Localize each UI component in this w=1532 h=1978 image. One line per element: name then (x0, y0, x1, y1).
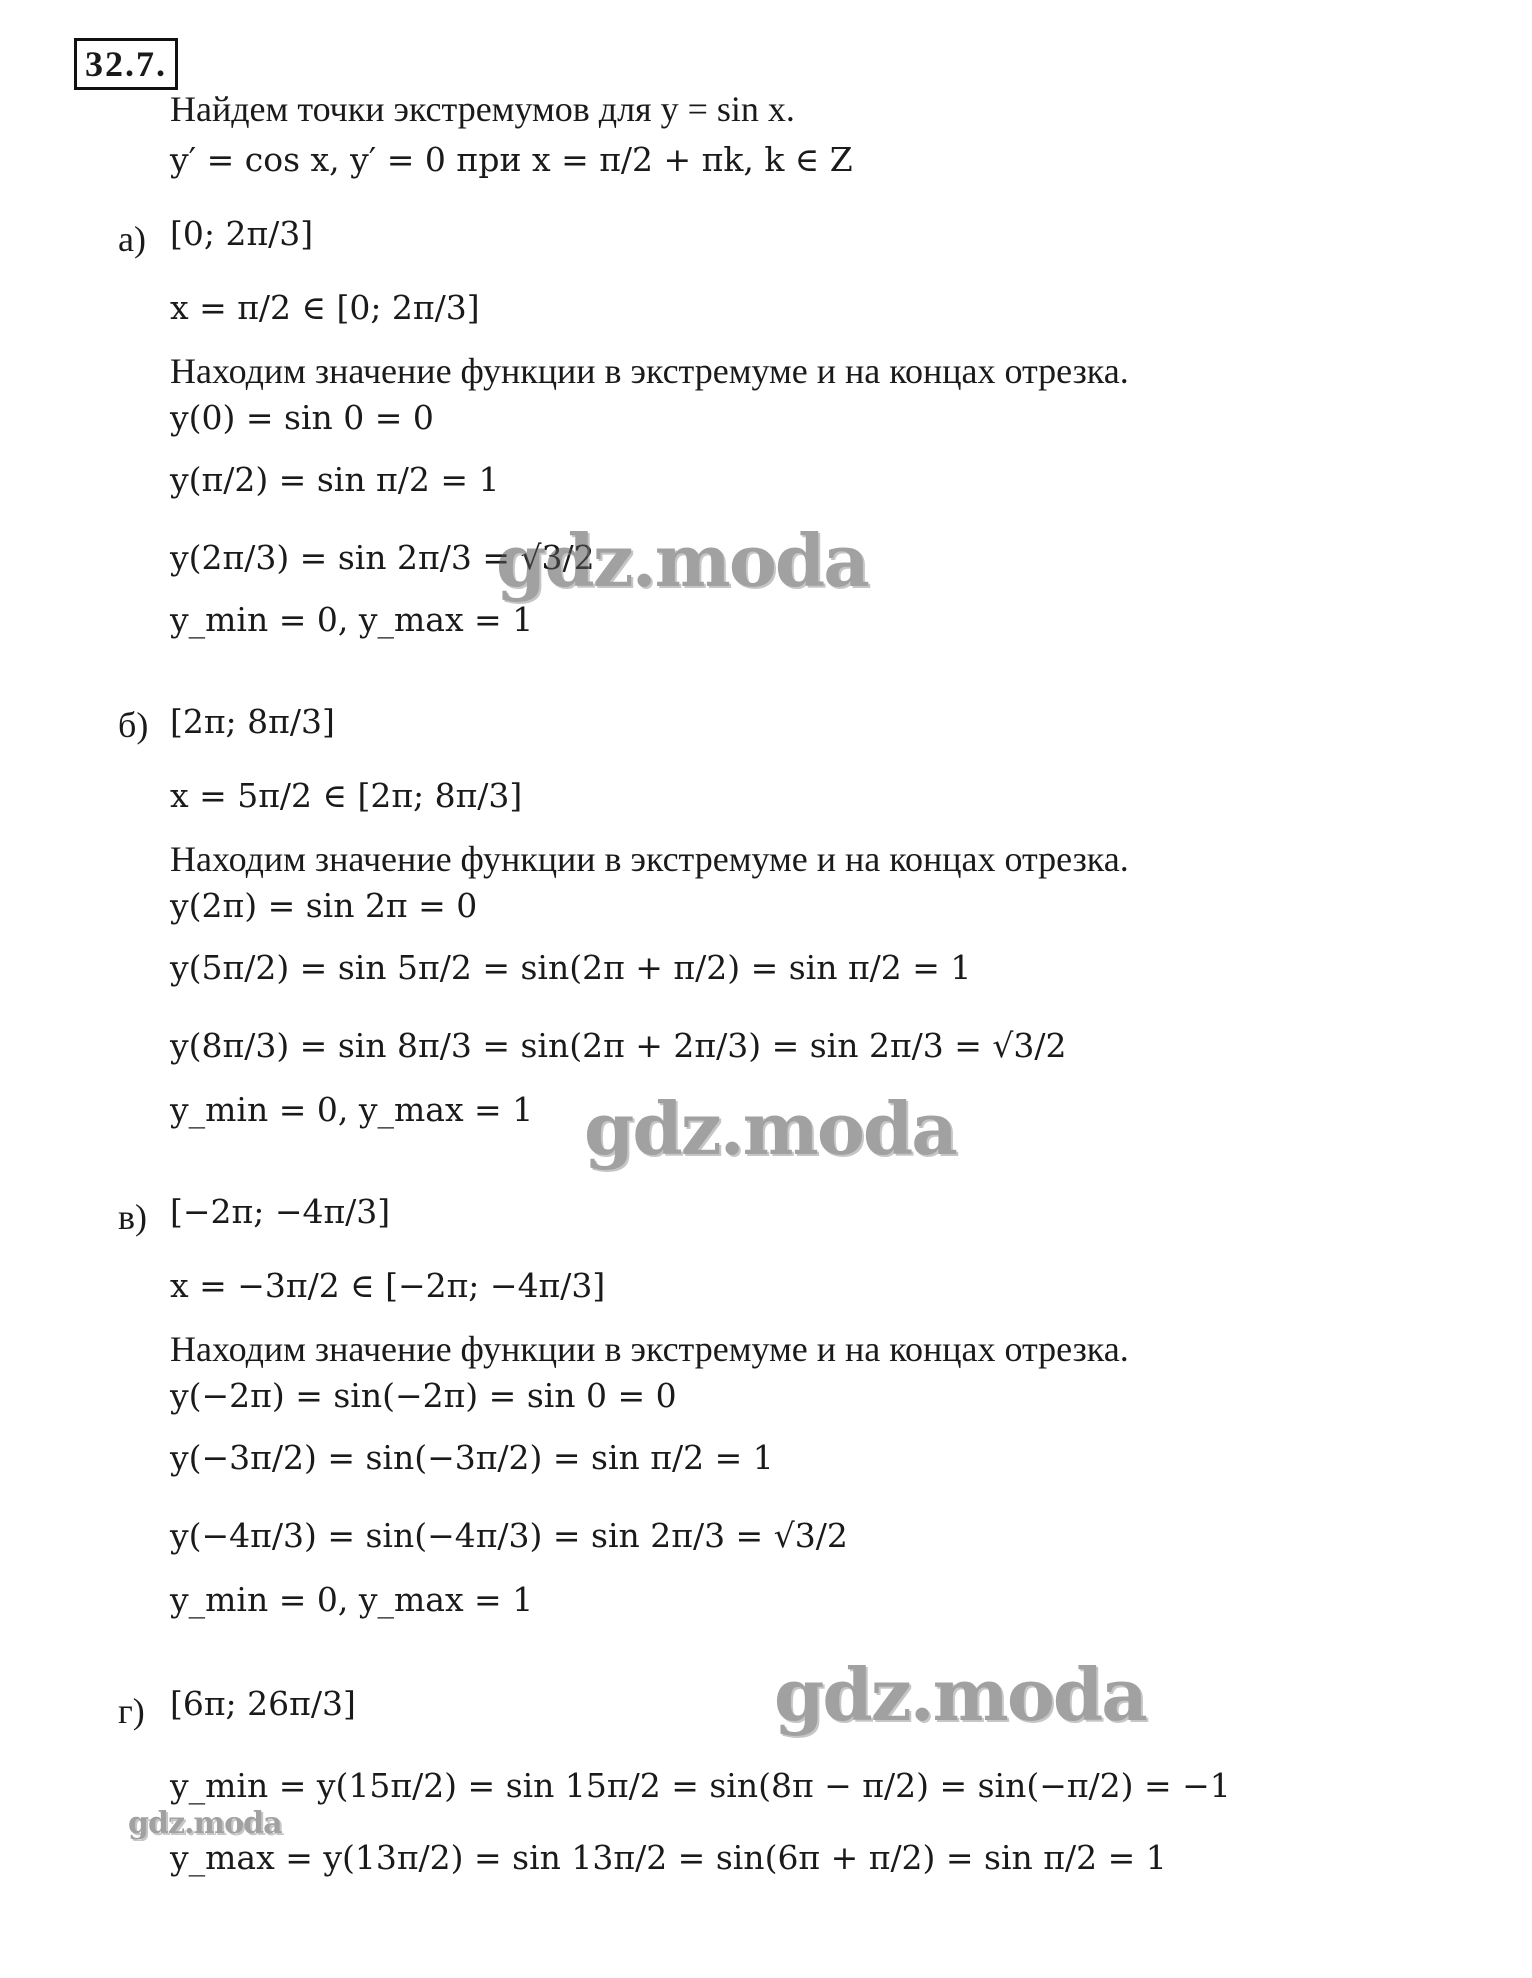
part-b-point: x = 5π/2 ∈ [2π; 8π/3] (170, 776, 523, 815)
part-c-interval: [−2π; −4π/3] (170, 1192, 391, 1231)
part-a-value-2: y(π/2) = sin π/2 = 1 (170, 460, 500, 499)
intro-text: Найдем точки экстремумов для y = sin x. (170, 89, 795, 129)
part-a-label: а) (118, 219, 146, 259)
part-b-value-2: y(5π/2) = sin 5π/2 = sin(2π + π/2) = sin π/2 = 1 (170, 948, 972, 987)
part-a-value-3: y(2π/3) = sin 2π/3 = √3/2 (170, 538, 595, 577)
part-b-result: y_min = 0, y_max = 1 (170, 1090, 534, 1129)
part-b-value-3: y(8π/3) = sin 8π/3 = sin(2π + 2π/3) = sin 2π/3 = √3/2 (170, 1026, 1067, 1065)
part-d-ymin: y_min = y(15π/2) = sin 15π/2 = sin(8π − π/2) = sin(−π/2) = −1 (170, 1766, 1231, 1805)
intro-derivative: y′ = cos x, y′ = 0 при x = π/2 + πk, k ∈ Z (170, 140, 853, 179)
part-d-ymax: y_max = y(13π/2) = sin 13π/2 = sin(6π + π/2) = sin π/2 = 1 (170, 1838, 1167, 1877)
part-a-result: y_min = 0, y_max = 1 (170, 600, 534, 639)
part-b-text: Находим значение функции в экстремуме и на концах отрезка. (170, 839, 1129, 879)
part-b-interval: [2π; 8π/3] (170, 702, 335, 741)
part-b-label: б) (118, 705, 149, 745)
part-c-text: Находим значение функции в экстремуме и на концах отрезка. (170, 1329, 1129, 1369)
watermark-3: gdz.moda (774, 1652, 1146, 1737)
watermark-1: gdz.moda (496, 518, 868, 603)
part-a-interval: [0; 2π/3] (170, 214, 314, 253)
part-c-point: x = −3π/2 ∈ [−2π; −4π/3] (170, 1266, 606, 1305)
part-c-label: в) (118, 1197, 147, 1237)
part-b-value-1: y(2π) = sin 2π = 0 (170, 886, 478, 925)
watermark-small: gdz.moda (128, 1806, 282, 1841)
part-c-result: y_min = 0, y_max = 1 (170, 1580, 534, 1619)
part-c-value-2: y(−3π/2) = sin(−3π/2) = sin π/2 = 1 (170, 1438, 774, 1477)
part-c-value-3: y(−4π/3) = sin(−4π/3) = sin 2π/3 = √3/2 (170, 1516, 848, 1555)
part-d-label: г) (118, 1691, 145, 1731)
watermark-2: gdz.moda (584, 1086, 956, 1171)
problem-number: 32.7. (74, 38, 178, 90)
part-a-point: x = π/2 ∈ [0; 2π/3] (170, 288, 480, 327)
part-a-text: Находим значение функции в экстремуме и на концах отрезка. (170, 351, 1129, 391)
part-c-value-1: y(−2π) = sin(−2π) = sin 0 = 0 (170, 1376, 677, 1415)
part-a-value-1: y(0) = sin 0 = 0 (170, 398, 434, 437)
part-d-interval: [6π; 26π/3] (170, 1684, 356, 1723)
